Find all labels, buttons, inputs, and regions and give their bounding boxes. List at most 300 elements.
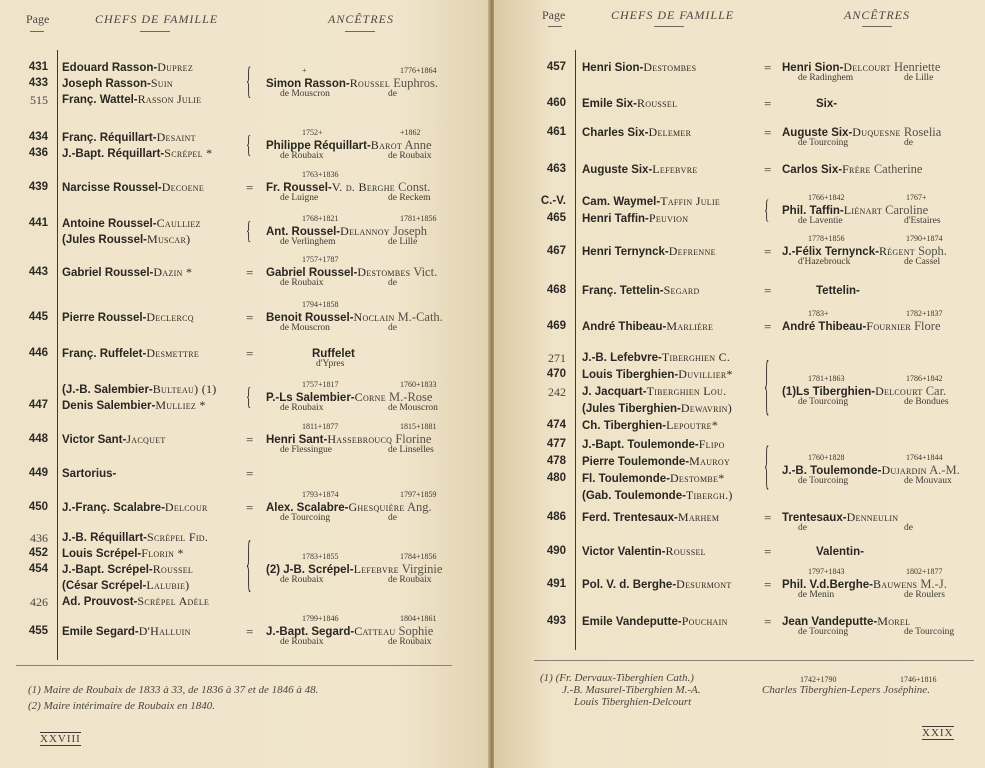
ancestor-place: de Tourcoing (798, 627, 849, 637)
family-head-spouse: Scrépel Adèle (137, 594, 210, 608)
ancestor-given: Henri Sion- (782, 62, 844, 74)
ancestor-spouse: Régent (878, 244, 915, 258)
ancestor-place: de Roubaix (280, 403, 324, 413)
family-head-given: Ad. Prouvost- (62, 596, 138, 608)
family-head-given: Louis Tiberghien- (582, 369, 679, 381)
header-underline (345, 31, 375, 32)
page-number-ref: 441 (28, 217, 48, 229)
ancestor-dates: 1757+1817 (302, 380, 339, 389)
family-head-name (62, 216, 201, 231)
ancestor-place: de Laventie (798, 215, 843, 226)
family-head-spouse: Marlière (666, 319, 714, 333)
family-head-name (62, 146, 212, 161)
ancestor-given: Fr. Roussel- (266, 182, 332, 194)
ancestor-place: de (798, 523, 807, 533)
equals-sign: = (764, 614, 772, 629)
family-head-spouse: Suin (150, 76, 173, 90)
ancestor-spouse: Destombes (357, 265, 411, 279)
ancestor-spouse: Delannoy (340, 224, 390, 238)
family-head-name (582, 60, 696, 75)
family-head-name (62, 92, 201, 107)
page-column-rule (575, 50, 576, 650)
ancestor-name (816, 283, 860, 298)
family-head-spouse: Caulliez (156, 216, 201, 230)
family-head-given: (J.-B. Salembier- (62, 384, 153, 396)
group-brace: { (246, 532, 252, 601)
family-head-given: Ch. Tiberghien- (582, 420, 667, 432)
ancestor-spouse: Barot (370, 138, 403, 152)
family-head-name (62, 180, 204, 195)
family-head-given: Pierre Roussel- (62, 312, 147, 324)
page-number-ref: 460 (546, 97, 566, 109)
header-underline (30, 31, 44, 32)
equals-sign: = (246, 500, 254, 515)
header-ancetres: ANCÊTRES (328, 12, 395, 26)
header-underline (862, 26, 892, 27)
family-head-spouse: Roussel (636, 96, 678, 110)
family-head-spouse: Defrenne (668, 244, 716, 258)
page-number-ref: 446 (28, 347, 48, 359)
family-head-given: Louis Scrépel- (62, 548, 142, 560)
ancestor-spouse-given: M.-J. (920, 577, 947, 591)
ancestor-spouse-given: Joseph (392, 224, 428, 238)
ancestor-dates: 1781+1856 (400, 214, 437, 223)
ancestor-given: J.-Bapt. Segard- (266, 626, 355, 638)
header-underline (654, 26, 684, 27)
family-head-spouse: Muscar) (147, 232, 191, 246)
ancestor-dates: 1776+1864 (400, 66, 437, 75)
equals-sign: = (764, 244, 772, 259)
ancestor-place: de Mouscron (280, 323, 330, 333)
family-head-given: Fl. Toulemonde- (582, 473, 670, 485)
family-head-name (582, 418, 718, 433)
equals-sign: = (246, 310, 254, 325)
group-brace: { (246, 62, 252, 104)
family-head-spouse: Duvillier* (678, 367, 733, 381)
ancestor-place: d'Ypres (316, 359, 345, 369)
ancestor-place: de Menin (798, 590, 835, 600)
ancestor-place: de Flessingue (280, 445, 332, 455)
family-head-given: Joseph Rasson- (62, 78, 151, 90)
left-page (0, 0, 490, 768)
family-head-spouse: Taffin Julie (660, 194, 721, 208)
ancestor-spouse: Ghesquière (348, 500, 405, 514)
family-head-given: Franç. Tettelin- (582, 285, 664, 297)
ancestor-spouse-given: Flore (914, 319, 941, 333)
equals-sign: = (246, 346, 254, 361)
ancestor-place: de Tourcoing (798, 475, 849, 486)
family-head-name (62, 346, 199, 361)
group-brace: { (764, 439, 770, 498)
ancestor-place: de (388, 278, 397, 288)
family-head-given: Franç. Réquillart- (62, 132, 157, 144)
ancestor-dates: 1757+1787 (302, 255, 339, 264)
ancestor-place: de Roubaix (388, 575, 432, 585)
ancestor-place: de Linselles (388, 445, 434, 455)
family-head-name (582, 614, 728, 629)
ancestor-given: Ant. Roussel- (266, 226, 341, 238)
family-head-name (62, 60, 193, 75)
ancestor-given: J.-B. Toulemonde- (782, 464, 882, 477)
family-head-name (582, 211, 688, 226)
ancestor-place: de Roubaix (280, 278, 324, 288)
family-head-given: Henri Ternynck- (582, 246, 669, 258)
ancestor-place: de (904, 138, 913, 148)
family-head-spouse: Scrépel Fid. (146, 530, 209, 544)
family-head-name (62, 500, 208, 515)
ancestor-given: Benoit Roussel- (266, 312, 354, 324)
ancestor-place: de Cassel (904, 257, 941, 267)
family-head-given: Pierre Toulemonde- (582, 456, 690, 468)
family-head-given: Denis Salembier- (62, 400, 156, 412)
ancestor-place: d'Hazebrouck (798, 257, 851, 267)
ancestor-spouse: V. d. Berghe (331, 180, 395, 194)
family-head-given: Franç. Wattel- (62, 94, 138, 106)
page-number-ref: 242 (548, 385, 566, 399)
ancestor-given: Auguste Six- (782, 127, 853, 139)
page-number-ref: 448 (28, 433, 48, 445)
page-number-ref: 443 (28, 266, 48, 278)
family-head-name (62, 546, 184, 561)
ancestor-spouse-given: Florine (395, 432, 432, 446)
family-head-given: Emile Segard- (62, 626, 139, 638)
ancestor-given: André Thibeau- (782, 321, 867, 333)
group-brace: { (246, 384, 252, 412)
ancestor-place: de (388, 323, 397, 333)
family-head-spouse: Peuvion (648, 211, 689, 225)
ancestor-spouse-given: Sophie (398, 624, 434, 638)
family-head-name (62, 578, 189, 593)
ancestor-spouse-given: Car. (925, 384, 947, 398)
header-underline (548, 26, 562, 27)
ancestor-name (816, 544, 864, 559)
family-head-given: (Jules Roussel- (62, 234, 147, 246)
ancestor-place: de Roubaix (280, 151, 324, 161)
page-number-ref: 469 (546, 320, 566, 332)
ancestor-dates: 1804+1861 (400, 614, 437, 623)
ancestor-spouse: Liénart (843, 202, 883, 217)
family-head-spouse: Florin * (141, 546, 184, 560)
ancestor-place: de Roubaix (388, 151, 432, 161)
family-head-given: Pol. V. d. Berghe- (582, 579, 677, 591)
page-number-ref: 477 (546, 438, 566, 450)
footnote-dates: 1742+1790 (800, 675, 837, 684)
page-number-ref: 465 (546, 212, 566, 224)
family-head-spouse: Tiberghien C. (661, 350, 731, 364)
family-head-spouse: Roussel (665, 544, 706, 558)
family-head-spouse: Marhem (677, 510, 720, 524)
page-number-ref: 452 (28, 547, 48, 559)
ancestor-spouse-given: Euphros. (393, 76, 438, 90)
family-head-given: Gabriel Roussel- (62, 267, 154, 279)
page-number-ref: 450 (28, 501, 48, 513)
family-head-spouse: Bulteau) (1) (152, 382, 217, 396)
page-number-ref: 457 (546, 61, 566, 73)
footnote-separator (534, 660, 974, 661)
page-number-ref: 467 (546, 245, 566, 257)
ancestor-place: de Luigne (280, 193, 319, 203)
header-chefs: CHEFS DE FAMILLE (611, 8, 735, 22)
ancestor-dates: 1797+1843 (808, 567, 845, 576)
family-head-given: J.-Bapt. Réquillart- (62, 148, 165, 160)
family-head-given: Henri Sion- (582, 62, 644, 74)
ancestor-given: Jean Vandeputte- (782, 616, 878, 628)
family-head-given: (Gab. Toulemonde- (582, 490, 686, 502)
family-head-spouse: Desurmont (676, 577, 732, 591)
ancestor-dates: 1784+1856 (400, 552, 437, 561)
family-head-spouse: Lepoutre* (666, 418, 719, 432)
page-number-ref: 455 (28, 625, 48, 637)
equals-sign: = (246, 432, 254, 447)
family-head-name (62, 594, 209, 609)
page-number-ref: 436 (28, 147, 48, 159)
family-head-name (582, 510, 719, 525)
family-head-spouse: Pouchain (681, 614, 728, 628)
ancestor-dates: 1786+1842 (906, 374, 943, 383)
footnote: Charles Tiberghien-Lepers Joséphine. (762, 684, 930, 696)
ancestor-given: Six- (816, 98, 838, 110)
page-number: XXIX (922, 727, 954, 739)
family-head-spouse: Rasson Julie (137, 92, 202, 106)
family-head-spouse: Jacquet (126, 432, 166, 446)
ancestor-dates: 1752+ (302, 128, 323, 137)
page-number-ref: 461 (546, 126, 566, 138)
family-head-spouse: D'Halluin (138, 624, 191, 638)
family-head-spouse: Declercq (146, 310, 194, 324)
ancestor-dates: 1790+1874 (906, 234, 943, 243)
family-head-spouse: Mulliez * (155, 398, 206, 412)
family-head-spouse: Destombes (643, 60, 697, 74)
family-head-given: Emile Six- (582, 98, 637, 110)
group-brace: { (764, 196, 770, 226)
family-head-given: Charles Six- (582, 127, 649, 139)
ancestor-place: de Tourcoing (904, 627, 955, 637)
page-number-ref: 271 (548, 351, 566, 365)
page-number-ref: 431 (28, 61, 48, 73)
page-number-ref: 439 (28, 181, 48, 193)
family-head-name (62, 76, 173, 91)
family-head-name (582, 454, 730, 469)
ancestor-dates: 1763+1836 (302, 170, 339, 179)
family-head-name (62, 530, 208, 545)
family-head-name (582, 350, 730, 365)
family-head-given: André Thibeau- (582, 321, 667, 333)
family-head-given: J.-B. Réquillart- (62, 532, 147, 544)
ancestor-dates: 1766+1842 (808, 192, 845, 202)
ancestor-dates: 1811+1877 (302, 422, 339, 431)
ancestor-dates: 1799+1846 (302, 614, 339, 623)
footnote: (2) Maire intérimaire de Roubaix en 1840. (28, 700, 216, 712)
ancestor-given: Gabriel Roussel- (266, 267, 358, 279)
ancestor-dates: 1760+1833 (400, 380, 437, 389)
ancestor-given: Henri Sant- (266, 434, 328, 446)
ancestor-spouse-given: Soph. (918, 244, 947, 258)
ancestor-dates: 1797+1859 (400, 490, 437, 499)
ancestor-place: de Radinghem (798, 73, 854, 83)
page-number-ref: 426 (30, 595, 48, 609)
family-head-spouse: Lefebvre (652, 162, 698, 176)
family-head-given: Sartorius- (62, 468, 117, 480)
ancestor-dates: 1783+ (808, 309, 829, 318)
family-head-spouse: Flipo (698, 437, 725, 451)
ancestor-spouse-given: M.-Cath. (397, 310, 443, 324)
ancestor-name (782, 319, 941, 334)
ancestor-given: Trentesaux- (782, 512, 847, 524)
ancestor-spouse-given: Vict. (413, 265, 438, 279)
ancestor-place: d'Estaires (904, 215, 941, 226)
ancestor-spouse-given: Anne (404, 138, 432, 152)
ancestor-given: Carlos Six- (782, 164, 843, 176)
page-number-ref: 490 (546, 545, 566, 557)
family-head-name (62, 232, 190, 247)
ancestor-dates: 1767+ (906, 192, 927, 202)
ancestor-place: de Roubaix (388, 637, 432, 647)
ancestor-dates: 1793+1874 (302, 490, 339, 499)
ancestor-dates: 1794+1858 (302, 300, 339, 309)
family-head-name (582, 244, 716, 259)
family-head-given: J.-Franç. Scalabre- (62, 502, 165, 514)
group-brace: { (246, 218, 252, 246)
ancestor-spouse-given: A.-M. (929, 462, 960, 477)
family-head-spouse: Desmettre (146, 346, 200, 360)
family-head-spouse: Dazin * (153, 265, 193, 279)
ancestor-spouse: Hassebroucq (327, 432, 393, 446)
ancestor-place: de Tourcoing (280, 513, 331, 523)
ancestor-given: Valentin- (816, 546, 864, 558)
ancestor-dates: 1768+1821 (302, 214, 339, 223)
page-number-ref: 470 (546, 368, 566, 380)
ancestor-given: P.-Ls Salembier- (266, 392, 355, 404)
ancestor-dates: 1782+1837 (906, 309, 943, 318)
family-head-name (62, 310, 194, 325)
ancestor-given: Phil. Taffin- (782, 204, 844, 217)
page-number-ref: 449 (28, 467, 48, 479)
equals-sign: = (246, 180, 254, 195)
ancestor-spouse: Catteau (354, 624, 396, 638)
family-head-spouse: Delcour (164, 500, 208, 514)
family-head-name (582, 384, 726, 399)
page-number-ref: 468 (546, 284, 566, 296)
header-page: Page (26, 12, 50, 26)
ancestor-place: de Reckem (388, 193, 431, 203)
equals-sign: = (764, 510, 772, 525)
family-head-given: Victor Valentin- (582, 546, 666, 558)
header-ancetres: ANCÊTRES (844, 8, 911, 22)
ancestor-place: de (904, 523, 913, 533)
family-head-spouse: Delemer (648, 125, 692, 139)
family-head-given: Ferd. Trentesaux- (582, 512, 678, 524)
page-number: XXVIII (40, 733, 81, 745)
ancestor-given: Simon Rasson- (266, 78, 350, 90)
footnote-dates: 1746+1816 (900, 675, 937, 684)
ancestor-place: de Mouscron (388, 403, 438, 413)
page-number-ref: 474 (546, 419, 566, 431)
footnote: (1) Maire de Roubaix de 1833 à 33, de 1836 à 37 et de 1846 à 48. (28, 684, 319, 696)
page-column-rule (57, 50, 58, 660)
ancestor-spouse: Morel (877, 614, 911, 628)
equals-sign: = (764, 60, 772, 75)
header-chefs: CHEFS DE FAMILLE (95, 12, 219, 26)
footnote: J.-B. Masurel-Tiberghien M.-A. (562, 684, 701, 696)
family-head-name (582, 125, 691, 140)
page-number-ref: 433 (28, 77, 48, 89)
ancestor-given: J.-Félix Ternynck- (782, 246, 879, 258)
page-number-ref: 454 (28, 563, 48, 575)
page-number-ref: 478 (546, 455, 566, 467)
family-head-given: Victor Sant- (62, 434, 127, 446)
ancestor-spouse-given: M.-Rose (389, 390, 433, 404)
ancestor-spouse: Noclain (353, 310, 395, 324)
ancestor-spouse-given: Catherine (873, 162, 923, 176)
family-head-spouse: Desaint (156, 130, 196, 144)
ancestor-place: de (388, 513, 397, 523)
family-head-name (582, 401, 732, 416)
footnote: Louis Tiberghien-Delcourt (574, 696, 692, 708)
family-head-name (582, 437, 725, 452)
family-head-name (582, 577, 732, 592)
family-head-given: Narcisse Roussel- (62, 182, 162, 194)
family-head-given: J.-Bapt. Scrépel- (62, 564, 153, 576)
family-head-name (62, 398, 206, 413)
ancestor-given: Alex. Scalabre- (266, 502, 349, 514)
page-number-ref: 493 (546, 615, 566, 627)
ancestor-spouse: Lefebvre (353, 562, 399, 576)
page-number-ref: 436 (30, 531, 48, 545)
ancestor-spouse-given: Ang. (407, 500, 432, 514)
header-page: Page (542, 8, 566, 22)
page-number-ref: 447 (28, 399, 48, 411)
family-head-given: Cam. Waymel- (582, 196, 661, 208)
family-head-name (62, 265, 192, 280)
ancestor-dates: 1783+1855 (302, 552, 339, 561)
family-head-name (582, 488, 733, 503)
family-head-given: J. Jacquart- (582, 386, 647, 398)
family-head-spouse: Duprez (157, 60, 194, 74)
family-head-name (62, 466, 116, 481)
ancestor-spouse: Dujardin (881, 462, 927, 477)
ancestor-spouse: Delcourt (843, 60, 891, 74)
ancestor-place: de Mouscron (280, 89, 330, 99)
equals-sign: = (764, 96, 772, 111)
ancestor-place: de Lille (388, 237, 418, 247)
equals-sign: = (764, 162, 772, 177)
ancestor-place: de Lille (904, 73, 934, 83)
ancestor-given: Phil. V.d.Berghe- (782, 579, 873, 591)
family-head-spouse: Roussel (152, 562, 194, 576)
ancestor-spouse: Corne (354, 390, 386, 404)
ancestor-place: de Roubaix (280, 575, 324, 585)
ancestor-place: de Verlinghem (280, 237, 336, 247)
ancestor-place: de Tourcoing (798, 138, 849, 148)
page-number-ref: 515 (30, 93, 48, 107)
family-head-name (582, 194, 720, 209)
page-number-ref: 480 (546, 472, 566, 484)
family-head-name (582, 471, 725, 486)
family-head-given: Franç. Ruffelet- (62, 348, 147, 360)
family-head-name (582, 367, 733, 382)
ancestor-spouse: Bauwens (872, 577, 918, 591)
ancestor-place: de Roulers (904, 590, 945, 600)
group-brace: { (246, 132, 252, 160)
equals-sign: = (246, 624, 254, 639)
family-head-given: (César Scrépel- (62, 580, 147, 592)
family-head-spouse: Mauroy (689, 454, 731, 468)
ancestor-given: Philippe Réquillart- (266, 140, 371, 152)
page-number-ref: 491 (546, 578, 566, 590)
ancestor-name (816, 96, 837, 111)
ancestor-spouse-given: Virginie (401, 562, 443, 576)
family-head-spouse: Tiberghien Lou. (646, 384, 727, 398)
